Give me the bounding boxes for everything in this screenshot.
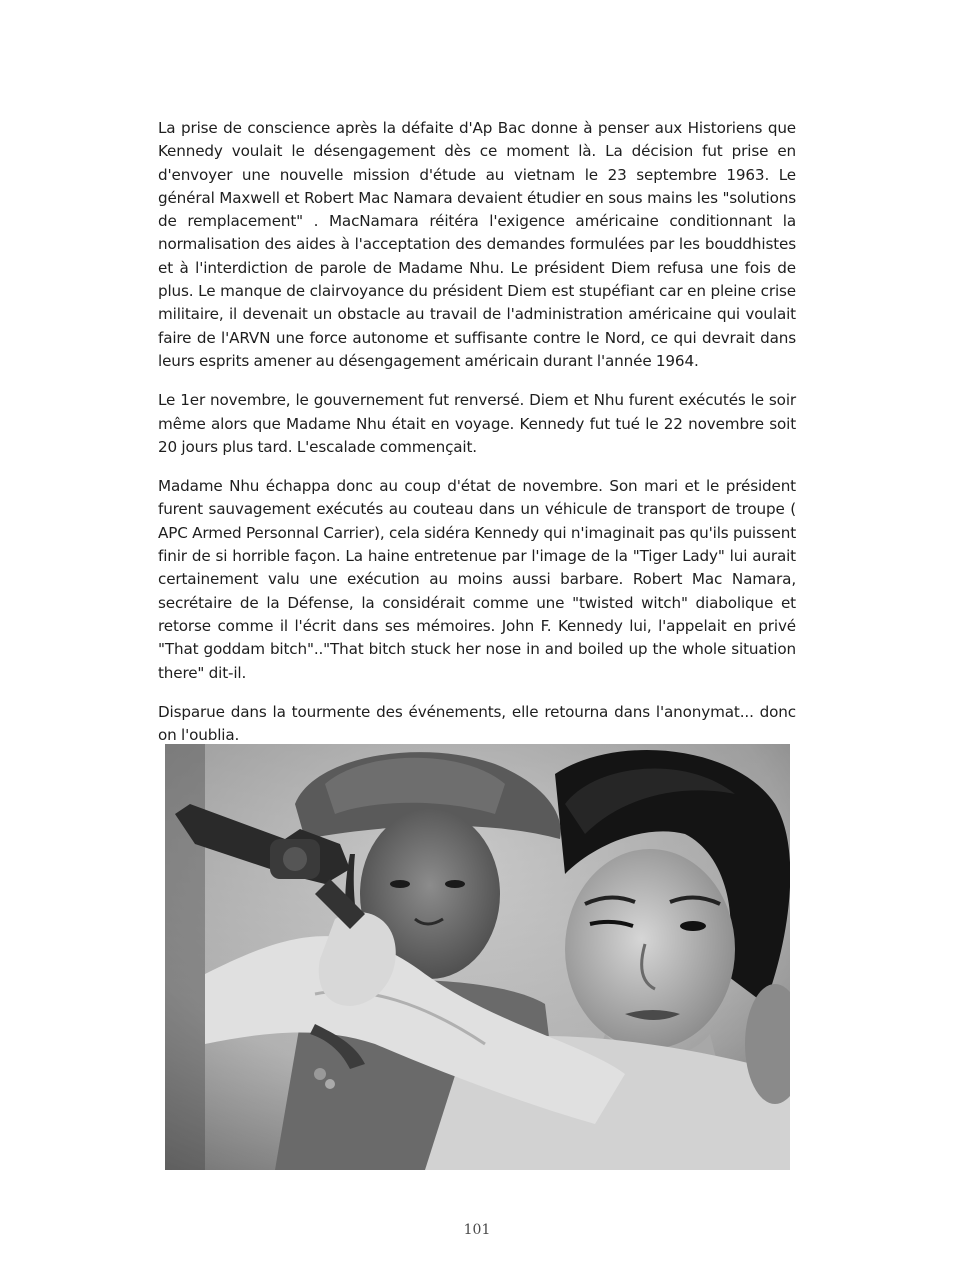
body-text [158, 117, 796, 763]
page-number: 101 [463, 1222, 491, 1238]
paragraph: Disparue dans la tourmente des événements, elle retourna dans l'anonymat... donc on l'oublia. [158, 702, 796, 745]
paragraph: Madame Nhu échappa donc au coup d'état de novembre. Son mari et le président furent sauvagement exécutés au couteau dans un véhicule de transport de troupe ( APC Armed Personnal Carrier), cela sidéra Kennedy qui n'imaginait pas qu'ils puissent finir de si horrible façon. La haine entretenue par l'image de la "Tiger Lady" lui aurait certainement valu une exécution au moins aussi barbare. Robert Mac Namara, secrétaire de la Défense, la considérait comme une "twisted witch" diabolique et retorse comme il l'écrit dans ses mémoires. John F. Kennedy lui, l'appelait en privé "That goddam bitch".."That bitch stuck her nose in and boiled up the whole situation there" dit-il. [158, 477, 796, 682]
black-and-white-photo [165, 744, 790, 1170]
paragraph: La prise de conscience après la défaite d'Ap Bac donne à penser aux Historiens que Kennedy voulait le désengagement dès ce moment là. La décision fut prise en d'envoyer une nouvelle mission d'étude au vietnam le 23 septembre 1963. Le général Maxwell et Robert Mac Namara devaient étudier en sous mains les "solutions de remplacement" . MacNamara réitéra l'exigence américaine conditionnant la normalisation des aides à l'acceptation des demandes formulées par les bouddhistes et à l'interdiction de parole de Madame Nhu. Le président Diem refusa une fois de plus. Le manque de clairvoyance du président Diem est stupéfiant car en pleine crise militaire, il devenait un obstacle au travail de l'administration américaine qui voulait faire de l'ARVN une force autonome et suffisante contre le Nord, ce qui devrait dans leurs esprits amener au désengagement américain durant l'année 1964. [158, 119, 796, 370]
photo-illustration [165, 744, 790, 1170]
paragraph: Le 1er novembre, le gouvernement fut renversé. Diem et Nhu furent exécutés le soir même alors que Madame Nhu était en voyage. Kennedy fut tué le 22 novembre soit 20 jours plus tard. L'escalade commençait. [158, 391, 796, 456]
